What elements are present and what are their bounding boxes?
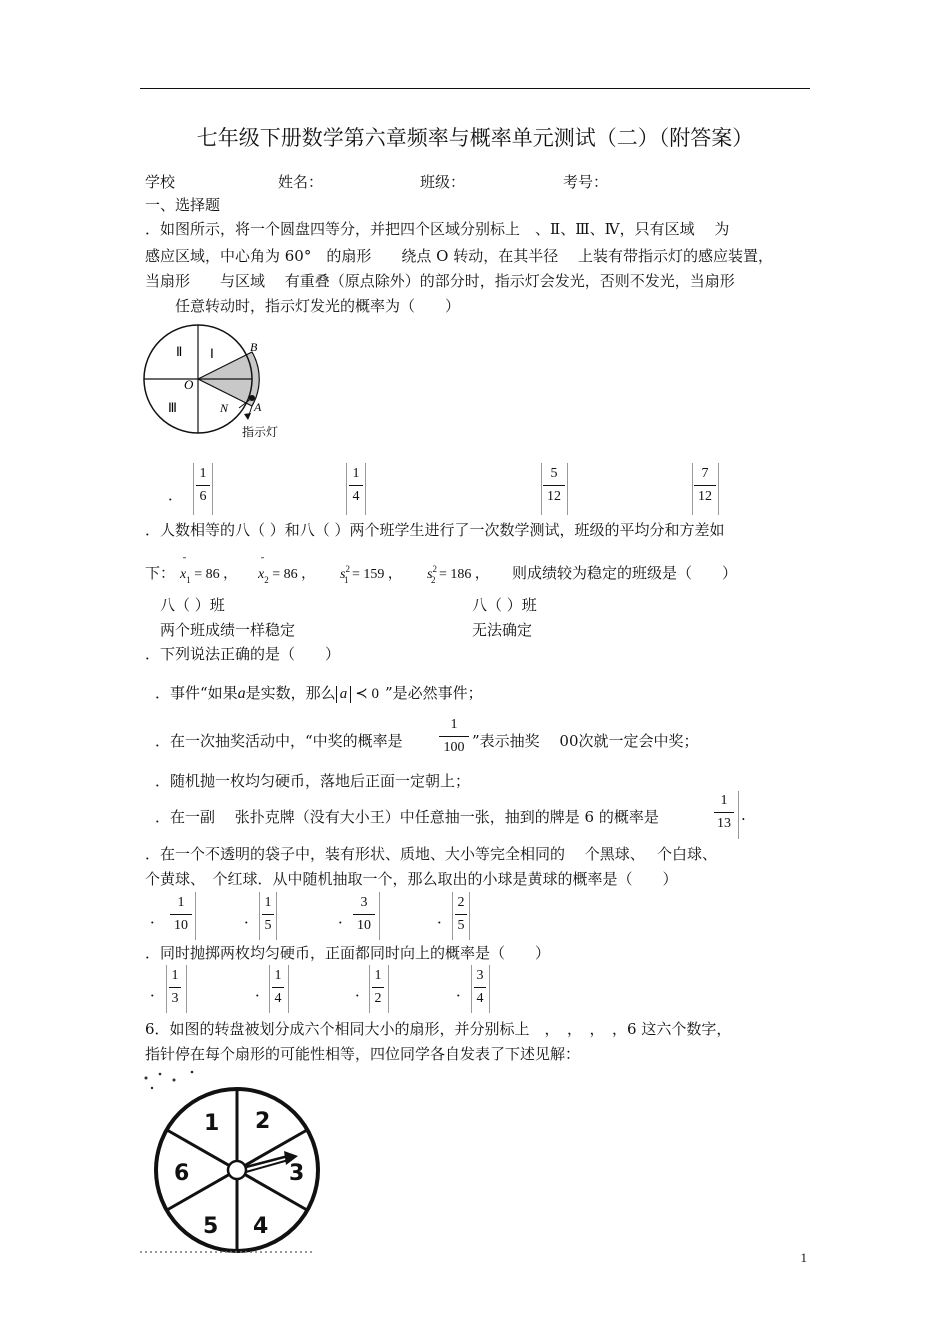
point-a: A bbox=[254, 400, 262, 414]
school-field: 学校 bbox=[145, 173, 176, 191]
q4-option-c[interactable]: 3 10 bbox=[353, 895, 375, 934]
q1-option-c[interactable]: 5 12 bbox=[543, 466, 565, 505]
top-rule bbox=[140, 88, 810, 89]
q1-option-b[interactable]: 1 4 bbox=[349, 466, 363, 505]
q2-stat-mean-1: $x_1 = 86$ ， bbox=[180, 567, 238, 585]
q5-option-b[interactable]: 1 4 bbox=[272, 968, 284, 1007]
q2-option-b[interactable]: 八（ ）班 bbox=[472, 596, 537, 614]
q3-option-b[interactable]: ”表示抽奖 00次就一定会中奖； bbox=[472, 732, 699, 750]
q3-option-d-fraction: 1 13 bbox=[714, 793, 734, 832]
spinner-label-5: 5 bbox=[203, 1214, 219, 1239]
region-label-1: Ⅰ bbox=[210, 346, 214, 361]
q1-option-a[interactable]: 1 6 bbox=[196, 466, 210, 505]
q6-line-2: 指针停在每个扇形的可能性相等，四位同学各自发表了下述见解： bbox=[145, 1045, 581, 1063]
q3-option-b-fraction: 1 100 bbox=[439, 717, 469, 756]
q1-line-4: 任意转动时，指示灯发光的概率为（ ） bbox=[145, 297, 461, 315]
q2-option-c[interactable]: 两个班成绩一样稳定 bbox=[160, 621, 296, 639]
q2-stat-var-2: $s^2_2 = 186$ ， bbox=[427, 564, 489, 585]
q3-option-c[interactable]: ．随机抛一枚均匀硬币，落地后正面一定朝上； bbox=[155, 772, 471, 790]
spinner-label-4: 4 bbox=[253, 1214, 269, 1239]
q2-stat-mean-2: $x_2 = 86$ ， bbox=[258, 567, 316, 585]
q2-line-2-prefix: 下： bbox=[145, 564, 176, 582]
point-o: O bbox=[184, 377, 194, 392]
q5-option-c[interactable]: 1 2 bbox=[372, 968, 384, 1007]
exam-number-field: 考号： bbox=[563, 173, 609, 191]
q2-line-1: ．人数相等的八（ ）和八（ ）两个班学生进行了一次数学测试，班级的平均分和方差如 bbox=[145, 521, 725, 539]
q2-option-a[interactable]: 八（ ）班 bbox=[160, 596, 225, 614]
q1-option-a-prefix: ． bbox=[168, 486, 184, 504]
q3-stem: ．下列说法正确的是（ ） bbox=[145, 645, 341, 663]
q1-line-3: 当扇形 与区域 有重叠（原点除外）的部分时，指示灯会发光，否则不发光，当扇形 bbox=[145, 272, 735, 290]
q2-option-d[interactable]: 无法确定 bbox=[472, 621, 533, 639]
page-number: 1 bbox=[800, 1250, 807, 1265]
q5-stem: ．同时抛掷两枚均匀硬币，正面都同时向上的概率是（ ） bbox=[145, 944, 551, 962]
q4-line-2: 个黄球、 个红球．从中随机抽取一个，那么取出的小球是黄球的概率是（ ） bbox=[145, 870, 678, 888]
spinner-label-6: 6 bbox=[174, 1161, 190, 1186]
q4-option-a[interactable]: 1 10 bbox=[170, 895, 192, 934]
q2-line-2-suffix: 则成绩较为稳定的班级是（ ） bbox=[512, 564, 738, 582]
class-field: 班级： bbox=[420, 173, 466, 191]
q1-line-2: 感应区域，中心角为 60° 的扇形 绕点 O 转动，在其半径 上装有带指示灯的感应装置， bbox=[145, 247, 773, 265]
spinner-label-1: 1 bbox=[204, 1111, 220, 1136]
region-label-2: Ⅱ bbox=[176, 344, 183, 359]
q3-option-b-text: ．在一次抽奖活动中，“中奖的概率是 bbox=[155, 732, 403, 750]
region-label-3: Ⅲ bbox=[168, 400, 177, 415]
q1-line-1: ．如图所示，将一个圆盘四等分，并把四个区域分别标上 、Ⅱ、Ⅲ、Ⅳ，只有区域 为 bbox=[145, 220, 730, 238]
name-field: 姓名： bbox=[278, 173, 324, 191]
q2-stat-var-1: $s^2_1 = 159$ ， bbox=[340, 564, 402, 585]
q4-option-b[interactable]: 1 5 bbox=[262, 895, 274, 934]
section-heading: 一、选择题 bbox=[145, 196, 221, 214]
q1-disc-figure bbox=[140, 322, 300, 442]
q3-option-a[interactable]: ．事件“如果a是实数，那么 a ≺ 0 ”是必然事件； bbox=[155, 684, 483, 702]
q4-option-d[interactable]: 2 5 bbox=[455, 895, 467, 934]
point-b: B bbox=[250, 340, 258, 354]
indicator-caption: 指示灯 bbox=[242, 425, 279, 439]
q5-option-d[interactable]: 3 4 bbox=[474, 968, 486, 1007]
page-title: 七年级下册数学第六章频率与概率单元测试（二）（附答案） bbox=[196, 126, 754, 150]
q1-option-d[interactable]: 7 12 bbox=[694, 466, 716, 505]
q6-spinner-figure bbox=[140, 1068, 340, 1254]
spinner-label-3: 3 bbox=[289, 1161, 305, 1186]
q3-option-d[interactable]: ．在一副 张扑克牌（没有大小王）中任意抽一张，抽到的牌是 6 的概率是 bbox=[155, 808, 659, 826]
spinner-label-2: 2 bbox=[255, 1109, 271, 1134]
q6-line-1: 6．如图的转盘被划分成六个相同大小的扇形，并分别标上 ， ， ， ，6 这六个数字， bbox=[145, 1020, 732, 1038]
point-n: N bbox=[220, 401, 229, 415]
q5-option-a[interactable]: 1 3 bbox=[169, 968, 181, 1007]
q4-line-1: ．在一个不透明的袋子中，装有形状、质地、大小等完全相同的 个黑球、 个白球、 bbox=[145, 845, 718, 863]
